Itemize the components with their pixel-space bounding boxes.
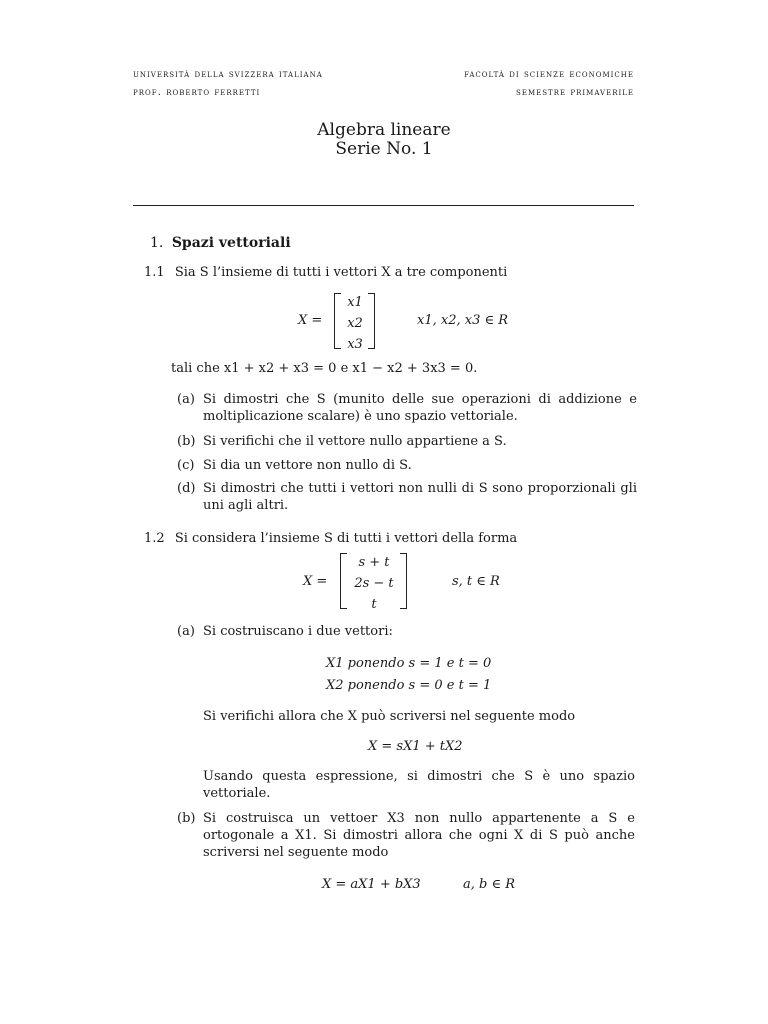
- list-item: [177, 433, 637, 450]
- exercise-text: Si considera l’insieme S di tutti i vettori della forma: [174, 531, 518, 546]
- vector-entry: s + t: [358, 555, 390, 570]
- vector-entries: [346, 552, 402, 615]
- vector-entry: x2: [347, 316, 363, 331]
- vector-entry: t: [371, 597, 377, 612]
- header-semester: semestre primaverile: [516, 86, 634, 98]
- list-item: [177, 391, 637, 425]
- vector-lhs: X =: [298, 313, 323, 328]
- item-text: Si costruisca un vettoer X3 non nullo appartenente a S e ortogonale a X1. Si dimostri allora che ogni X di S può anche scriversi nel seguente modo: [203, 811, 635, 860]
- section-name: Spazi vettoriali: [171, 235, 291, 251]
- exercise-1-2-intro: [144, 530, 517, 547]
- item-text: Si verifichi che il vettore nullo appartiene a S.: [203, 434, 507, 449]
- formula-condition: a, b ∈ R: [463, 877, 516, 892]
- item-label: (d): [177, 481, 196, 496]
- formula-row: X2 ponendo s = 0 e t = 1: [326, 678, 492, 693]
- exercise-1-1-intro: [144, 264, 507, 281]
- formula: X = sX1 + tX2: [368, 739, 463, 754]
- title-divider: [133, 205, 634, 206]
- vector-entry: x1: [347, 295, 363, 310]
- vector-condition: x1, x2, x3 ∈ R: [417, 313, 509, 328]
- exercise-number: 1.1: [144, 265, 165, 280]
- condition-text: tali che x1 + x2 + x3 = 0 e x1 − x2 + 3x3 = 0.: [171, 361, 478, 376]
- item-text: Si dimostri che tutti i vettori non nulli di S sono proporzionali gli uni agli altri.: [203, 481, 637, 513]
- vector-entries: [340, 292, 370, 355]
- item-label: (b): [177, 811, 196, 826]
- vector-lhs: X =: [303, 574, 328, 589]
- header-university: università della svizzera italiana: [133, 68, 323, 80]
- formula: X = aX1 + bX3: [322, 877, 421, 892]
- list-item: [177, 480, 637, 514]
- item-label: (a): [177, 624, 195, 639]
- right-bracket: [400, 553, 407, 609]
- vector-entry: x3: [347, 337, 363, 352]
- exercise-number: 1.2: [144, 531, 165, 546]
- item-label: (a): [177, 392, 195, 407]
- vector-condition: s, t ∈ R: [452, 574, 500, 589]
- vector-entry: 2s − t: [354, 576, 394, 591]
- item-label: (b): [177, 434, 196, 449]
- header-faculty: facoltà di scienze economiche: [464, 68, 634, 80]
- header-professor: prof. roberto ferretti: [133, 86, 261, 98]
- item-text: Si costruiscano i due vettori:: [203, 624, 393, 639]
- page-title: Algebra lineare: [317, 120, 451, 140]
- item-text: Si dimostri che S (munito delle sue operazioni di addizione e moltiplicazione scalare) è uno spazio vettoriale.: [203, 392, 637, 424]
- list-item: [177, 457, 637, 474]
- verify-text: Si verifichi allora che X può scriversi nel seguente modo: [203, 709, 576, 724]
- section-heading: [150, 235, 291, 251]
- page-subtitle: Serie No. 1: [335, 139, 433, 159]
- exercise-text: Sia S l’insieme di tutti i vettori X a tre componenti: [174, 265, 508, 280]
- formula-row: X1 ponendo s = 1 e t = 0: [326, 656, 492, 671]
- item-text: Si dia un vettore non nullo di S.: [203, 458, 412, 473]
- item-label: (c): [177, 458, 195, 473]
- usage-text: Usando questa espressione, si dimostri che S è uno spazio vettoriale.: [203, 769, 635, 801]
- section-number: 1.: [150, 235, 164, 251]
- right-bracket: [368, 293, 375, 349]
